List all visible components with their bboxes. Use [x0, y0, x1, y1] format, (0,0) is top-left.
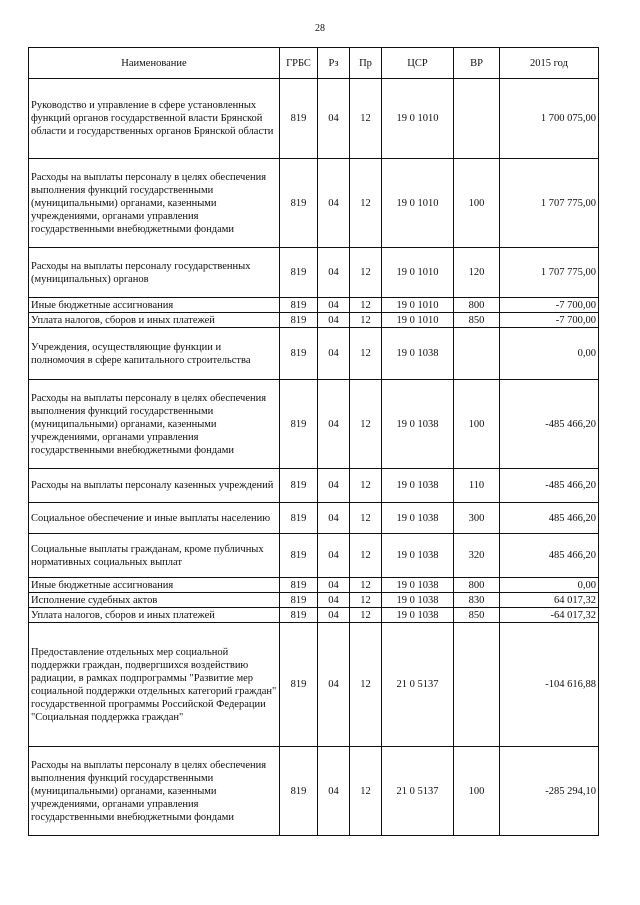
row-name: Расходы на выплаты персоналу в целях обеспечения выполнения функций государственными (муниципальными) органами, казенными учреждениями, органами управления государственными внебюджетными фондами	[29, 747, 280, 836]
row-csr: 19 0 1038	[382, 608, 454, 623]
row-pr: 12	[350, 503, 382, 534]
row-rz: 04	[318, 503, 350, 534]
row-amount: -7 700,00	[500, 298, 599, 313]
row-rz: 04	[318, 79, 350, 159]
row-pr: 12	[350, 298, 382, 313]
row-csr: 19 0 1038	[382, 534, 454, 578]
row-rz: 04	[318, 747, 350, 836]
row-vr: 110	[454, 469, 500, 503]
row-amount: 64 017,32	[500, 593, 599, 608]
row-amount: -64 017,32	[500, 608, 599, 623]
row-vr	[454, 623, 500, 747]
row-vr: 800	[454, 298, 500, 313]
row-name: Иные бюджетные ассигнования	[29, 578, 280, 593]
row-vr: 830	[454, 593, 500, 608]
row-name: Расходы на выплаты персоналу казенных учреждений	[29, 469, 280, 503]
row-csr: 19 0 1038	[382, 503, 454, 534]
row-vr	[454, 79, 500, 159]
row-name: Уплата налогов, сборов и иных платежей	[29, 608, 280, 623]
row-name: Иные бюджетные ассигнования	[29, 298, 280, 313]
row-rz: 04	[318, 313, 350, 328]
row-csr: 19 0 1038	[382, 380, 454, 469]
row-csr: 19 0 1010	[382, 298, 454, 313]
row-csr: 21 0 5137	[382, 623, 454, 747]
row-csr: 19 0 1010	[382, 159, 454, 248]
row-amount: 1 707 775,00	[500, 159, 599, 248]
row-grbs: 819	[280, 248, 318, 298]
row-vr: 100	[454, 747, 500, 836]
row-rz: 04	[318, 534, 350, 578]
row-amount: 0,00	[500, 578, 599, 593]
table-row	[29, 623, 599, 747]
row-vr: 300	[454, 503, 500, 534]
row-rz: 04	[318, 328, 350, 380]
row-name: Социальные выплаты гражданам, кроме публичных нормативных социальных выплат	[29, 534, 280, 578]
row-pr: 12	[350, 593, 382, 608]
table-row	[29, 298, 599, 313]
row-name: Руководство и управление в сфере установленных функций органов государственной власти Брянской области и государственных органов Брянской области	[29, 79, 280, 159]
table-row	[29, 578, 599, 593]
row-csr: 19 0 1010	[382, 79, 454, 159]
row-vr: 320	[454, 534, 500, 578]
row-rz: 04	[318, 298, 350, 313]
row-pr: 12	[350, 313, 382, 328]
row-grbs: 819	[280, 328, 318, 380]
row-grbs: 819	[280, 159, 318, 248]
row-grbs: 819	[280, 608, 318, 623]
row-csr: 19 0 1038	[382, 593, 454, 608]
row-grbs: 819	[280, 380, 318, 469]
row-grbs: 819	[280, 298, 318, 313]
table-row	[29, 503, 599, 534]
row-grbs: 819	[280, 623, 318, 747]
row-grbs: 819	[280, 469, 318, 503]
row-name: Учреждения, осуществляющие функции и полномочия в сфере капитального строительства	[29, 328, 280, 380]
row-pr: 12	[350, 248, 382, 298]
row-vr: 850	[454, 313, 500, 328]
row-name: Предоставление отдельных мер социальной поддержки граждан, подвергшихся воздействию радиации, в рамках подпрограммы "Развитие мер социальной поддержки отдельных категорий граждан" государственной программы Российской Федерации "Социальная поддержка граждан"	[29, 623, 280, 747]
row-pr: 12	[350, 380, 382, 469]
row-amount: 485 466,20	[500, 534, 599, 578]
row-csr: 19 0 1038	[382, 469, 454, 503]
row-pr: 12	[350, 79, 382, 159]
header-vr: ВР	[454, 48, 500, 79]
budget-table	[28, 47, 599, 836]
row-name: Уплата налогов, сборов и иных платежей	[29, 313, 280, 328]
row-amount: -7 700,00	[500, 313, 599, 328]
row-csr: 19 0 1010	[382, 248, 454, 298]
row-vr: 850	[454, 608, 500, 623]
row-rz: 04	[318, 578, 350, 593]
header-name: Наименование	[29, 48, 280, 79]
row-rz: 04	[318, 623, 350, 747]
row-name: Расходы на выплаты персоналу государственных (муниципальных) органов	[29, 248, 280, 298]
table-row	[29, 747, 599, 836]
row-name: Расходы на выплаты персоналу в целях обеспечения выполнения функций государственными (муниципальными) органами, казенными учреждениями, органами управления государственными внебюджетными фондами	[29, 159, 280, 248]
table-row	[29, 380, 599, 469]
table-row	[29, 608, 599, 623]
row-rz: 04	[318, 608, 350, 623]
header-pr: Пр	[350, 48, 382, 79]
row-csr: 19 0 1038	[382, 328, 454, 380]
row-vr: 800	[454, 578, 500, 593]
header-csr: ЦСР	[382, 48, 454, 79]
row-grbs: 819	[280, 593, 318, 608]
header-rz: Рз	[318, 48, 350, 79]
row-vr: 120	[454, 248, 500, 298]
row-pr: 12	[350, 578, 382, 593]
row-pr: 12	[350, 469, 382, 503]
table-row	[29, 159, 599, 248]
row-rz: 04	[318, 593, 350, 608]
row-vr: 100	[454, 380, 500, 469]
row-amount: -485 466,20	[500, 469, 599, 503]
row-rz: 04	[318, 248, 350, 298]
page-number: 28	[315, 23, 325, 34]
row-pr: 12	[350, 328, 382, 380]
row-grbs: 819	[280, 313, 318, 328]
row-name: Исполнение судебных актов	[29, 593, 280, 608]
row-grbs: 819	[280, 578, 318, 593]
row-name: Расходы на выплаты персоналу в целях обеспечения выполнения функций государственными (муниципальными) органами, казенными учреждениями, органами управления государственными внебюджетными фондами	[29, 380, 280, 469]
row-amount: 1 700 075,00	[500, 79, 599, 159]
table-row	[29, 593, 599, 608]
row-name: Социальное обеспечение и иные выплаты населению	[29, 503, 280, 534]
header-year: 2015 год	[500, 48, 599, 79]
row-rz: 04	[318, 469, 350, 503]
table-row	[29, 469, 599, 503]
table-row	[29, 79, 599, 159]
row-grbs: 819	[280, 747, 318, 836]
row-pr: 12	[350, 534, 382, 578]
row-vr	[454, 328, 500, 380]
row-pr: 12	[350, 623, 382, 747]
row-csr: 21 0 5137	[382, 747, 454, 836]
row-pr: 12	[350, 608, 382, 623]
row-grbs: 819	[280, 79, 318, 159]
row-amount: -104 616,88	[500, 623, 599, 747]
row-pr: 12	[350, 159, 382, 248]
row-rz: 04	[318, 159, 350, 248]
row-grbs: 819	[280, 503, 318, 534]
row-amount: -485 466,20	[500, 380, 599, 469]
row-rz: 04	[318, 380, 350, 469]
row-amount: -285 294,10	[500, 747, 599, 836]
table-row	[29, 248, 599, 298]
row-amount: 0,00	[500, 328, 599, 380]
table-row	[29, 328, 599, 380]
row-pr: 12	[350, 747, 382, 836]
table-row	[29, 313, 599, 328]
row-amount: 485 466,20	[500, 503, 599, 534]
row-amount: 1 707 775,00	[500, 248, 599, 298]
row-csr: 19 0 1038	[382, 578, 454, 593]
header-grbs: ГРБС	[280, 48, 318, 79]
row-vr: 100	[454, 159, 500, 248]
table-header-row	[29, 48, 599, 79]
row-grbs: 819	[280, 534, 318, 578]
row-csr: 19 0 1010	[382, 313, 454, 328]
table-row	[29, 534, 599, 578]
